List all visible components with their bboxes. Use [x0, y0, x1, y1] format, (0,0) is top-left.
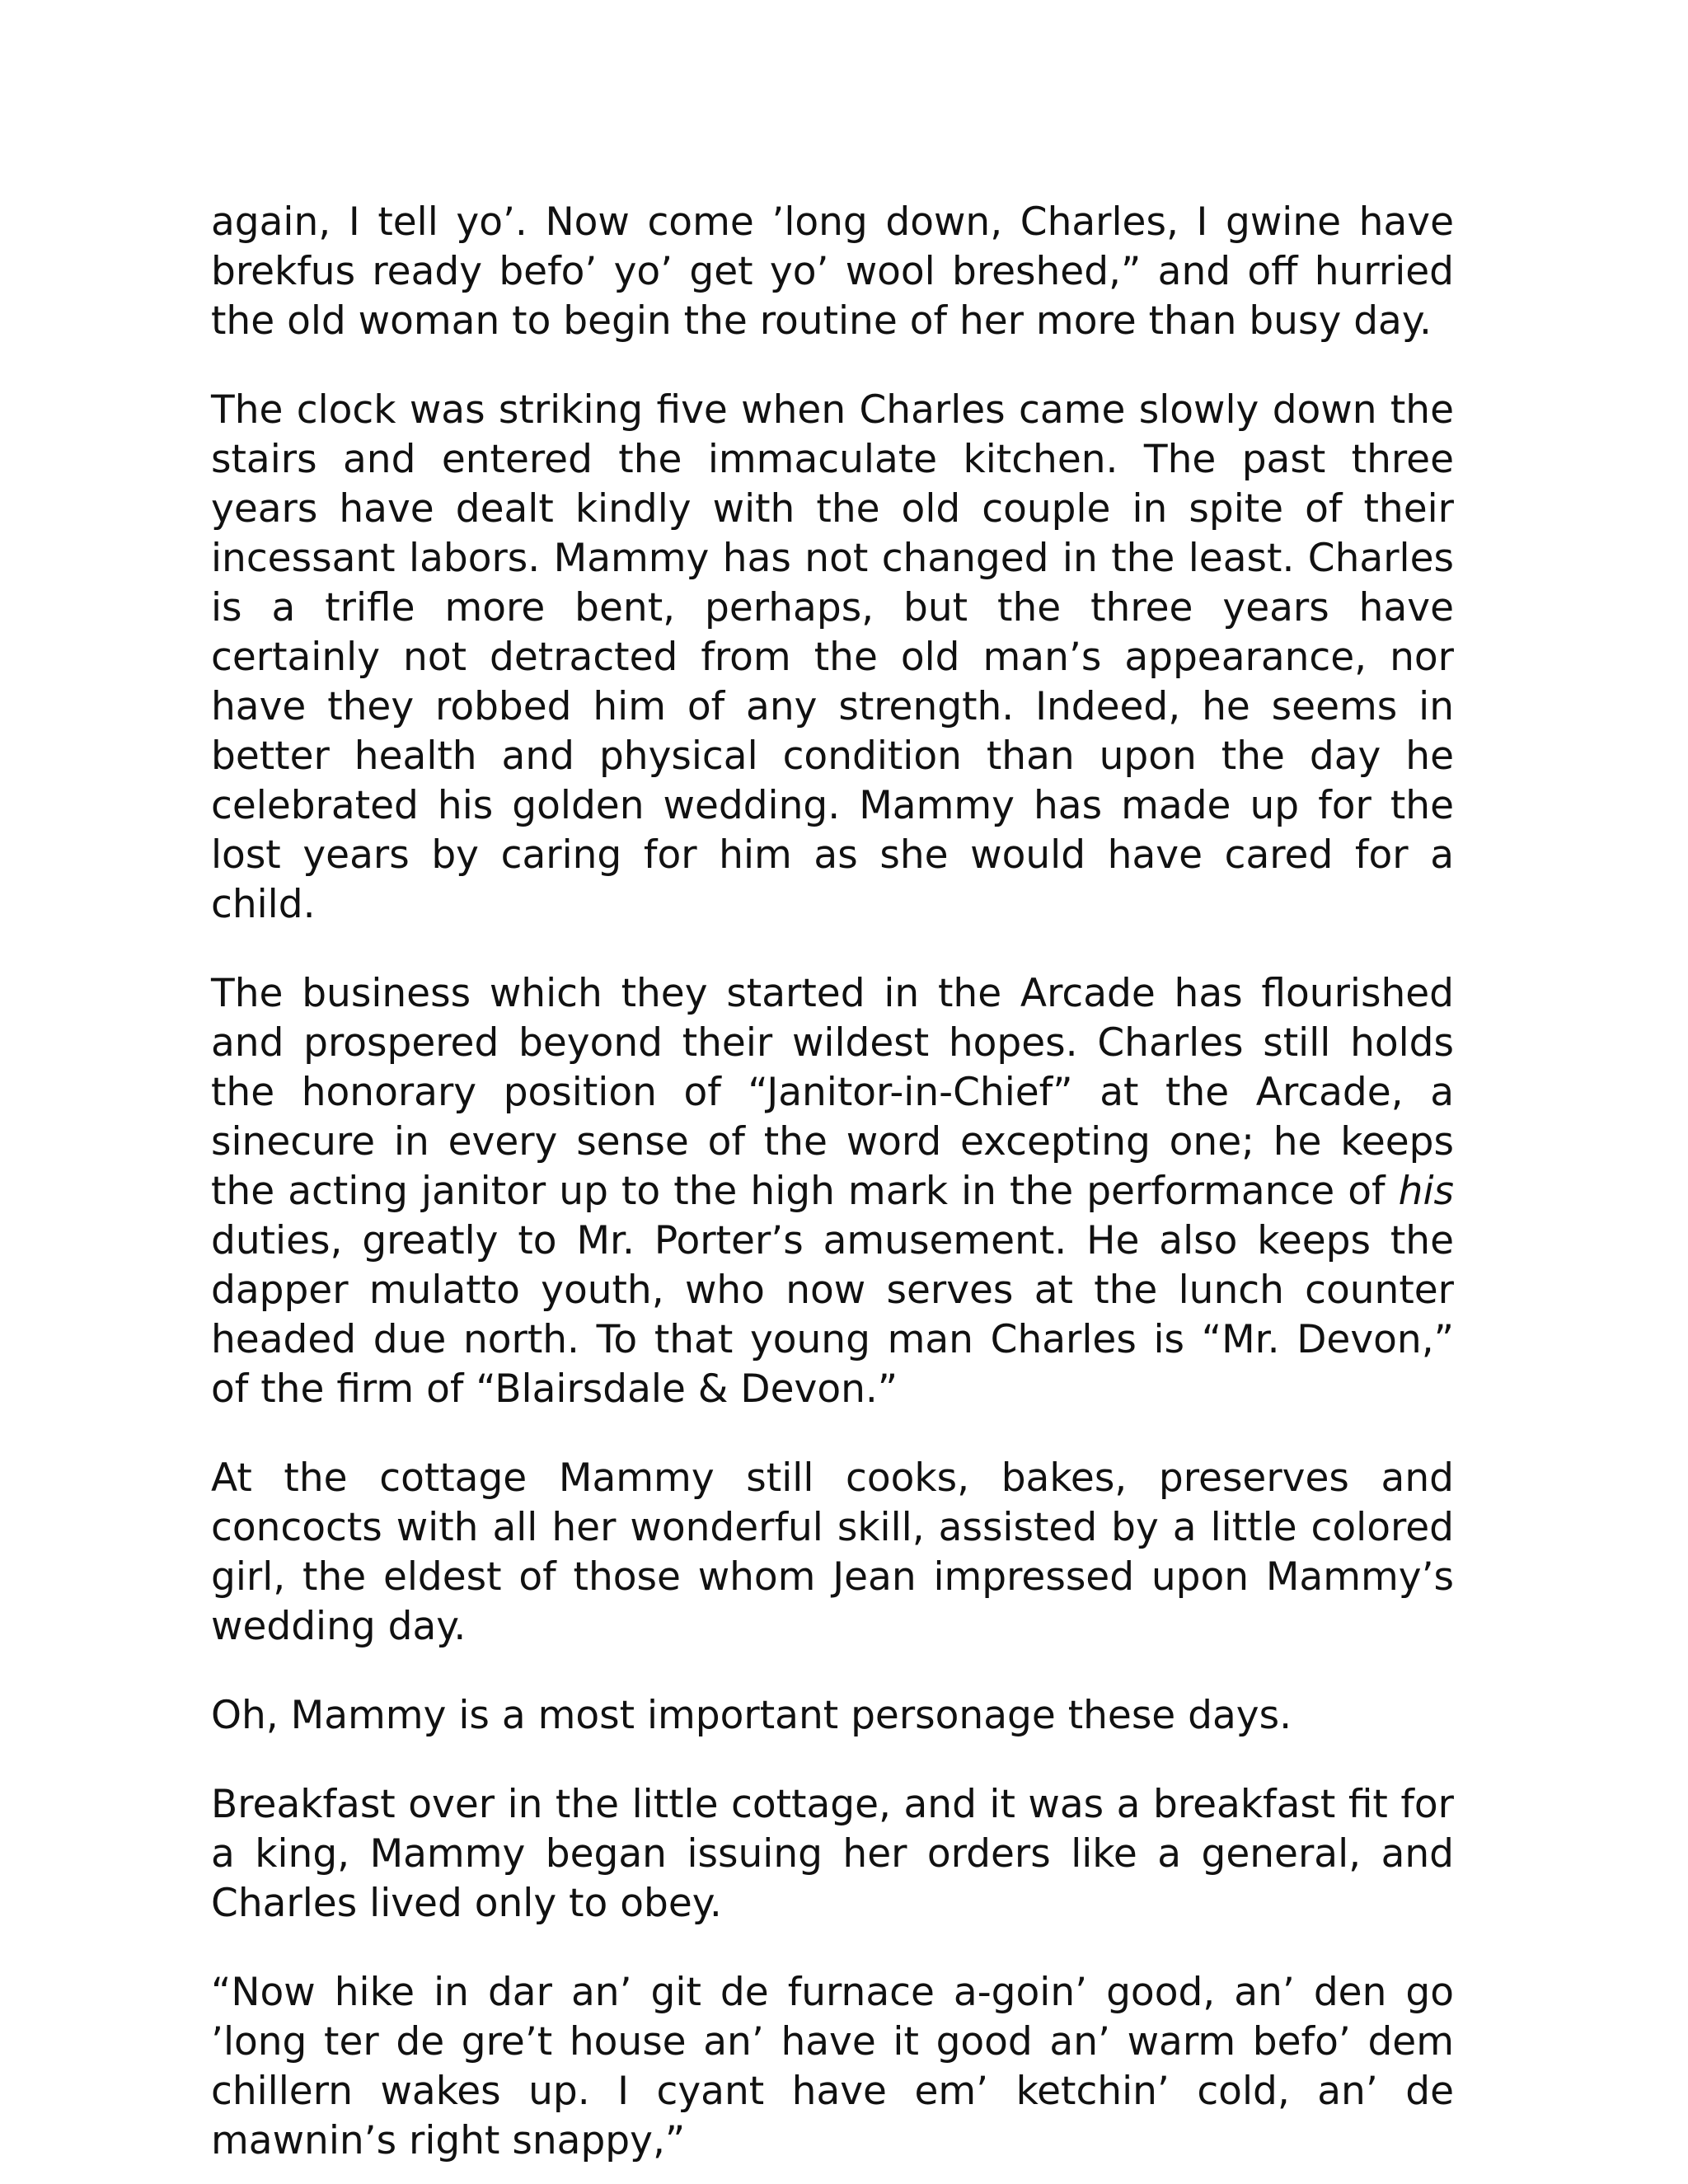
- paragraph-4: [211, 1454, 1454, 1652]
- paragraph-6: [211, 1780, 1454, 1929]
- paragraph-text: “Now hike in dar an’ git de furnace a-goin’ good, an’ den go ’long ter de gre’t house an’ have it good an’ warm befo’ dem chillern wakes up. I cyant have em’ ketchin’ cold, an’ de mawnin’s right snappy,”: [211, 1970, 1454, 2163]
- paragraph-3: [211, 969, 1454, 1414]
- paragraph-2: [211, 386, 1454, 930]
- paragraph-text: again, I tell yo’. Now come ’long down, Charles, I gwine have brekfus ready befo’ yo’ get yo’ wool breshed,” and off hurried the old woman to begin the routine of her more than busy day.: [211, 199, 1454, 344]
- paragraph-text: At the cottage Mammy still cooks, bakes, preserves and concocts with all her wonderful skill, assisted by a little colored girl, the eldest of those whom Jean impressed upon Mammy’s wedding day.: [211, 1455, 1454, 1649]
- paragraph-7: [211, 1968, 1454, 2166]
- paragraph-text: The clock was striking five when Charles came slowly down the stairs and entered the immaculate kitchen. The past three years have dealt kindly with the old couple in spite of their incessant labors. Mammy has not changed in the least. Charles is a trifle more bent, perhaps, but the three years have certainly not detracted from the old man’s appearance, nor have they robbed him of any strength. Indeed, he seems in better health and physical condition than upon the day he celebrated his golden wedding. Mammy has made up for the lost years by caring for him as she would have cared for a child.: [211, 387, 1454, 927]
- paragraph-1: [211, 198, 1454, 346]
- paragraph-text: Oh, Mammy is a most important personage these days.: [211, 1693, 1292, 1738]
- paragraph-text: Breakfast over in the little cottage, and it was a breakfast fit for a king, Mammy began issuing her orders like a general, and Charles lived only to obey.: [211, 1782, 1454, 1926]
- paragraph-5: [211, 1691, 1454, 1741]
- paragraph-text: duties, greatly to Mr. Porter’s amusement. He also keeps the dapper mulatto youth, who now serves at the lunch counter headed due north. To that young man Charles is “Mr. Devon,” of the firm of “Blairsdale & Devon.”: [211, 1218, 1454, 1412]
- emphasized-word: his: [1398, 1169, 1454, 1214]
- text-column: [211, 198, 1454, 2166]
- paragraph-text: The business which they started in the Arcade has flourished and prospered beyond their wildest hopes. Charles still holds the honorary position of “Janitor-in-Chief” at the Arcade, a sinecure in every sense of the word excepting one; he keeps the acting janitor up to the high mark in the performance of: [211, 971, 1454, 1214]
